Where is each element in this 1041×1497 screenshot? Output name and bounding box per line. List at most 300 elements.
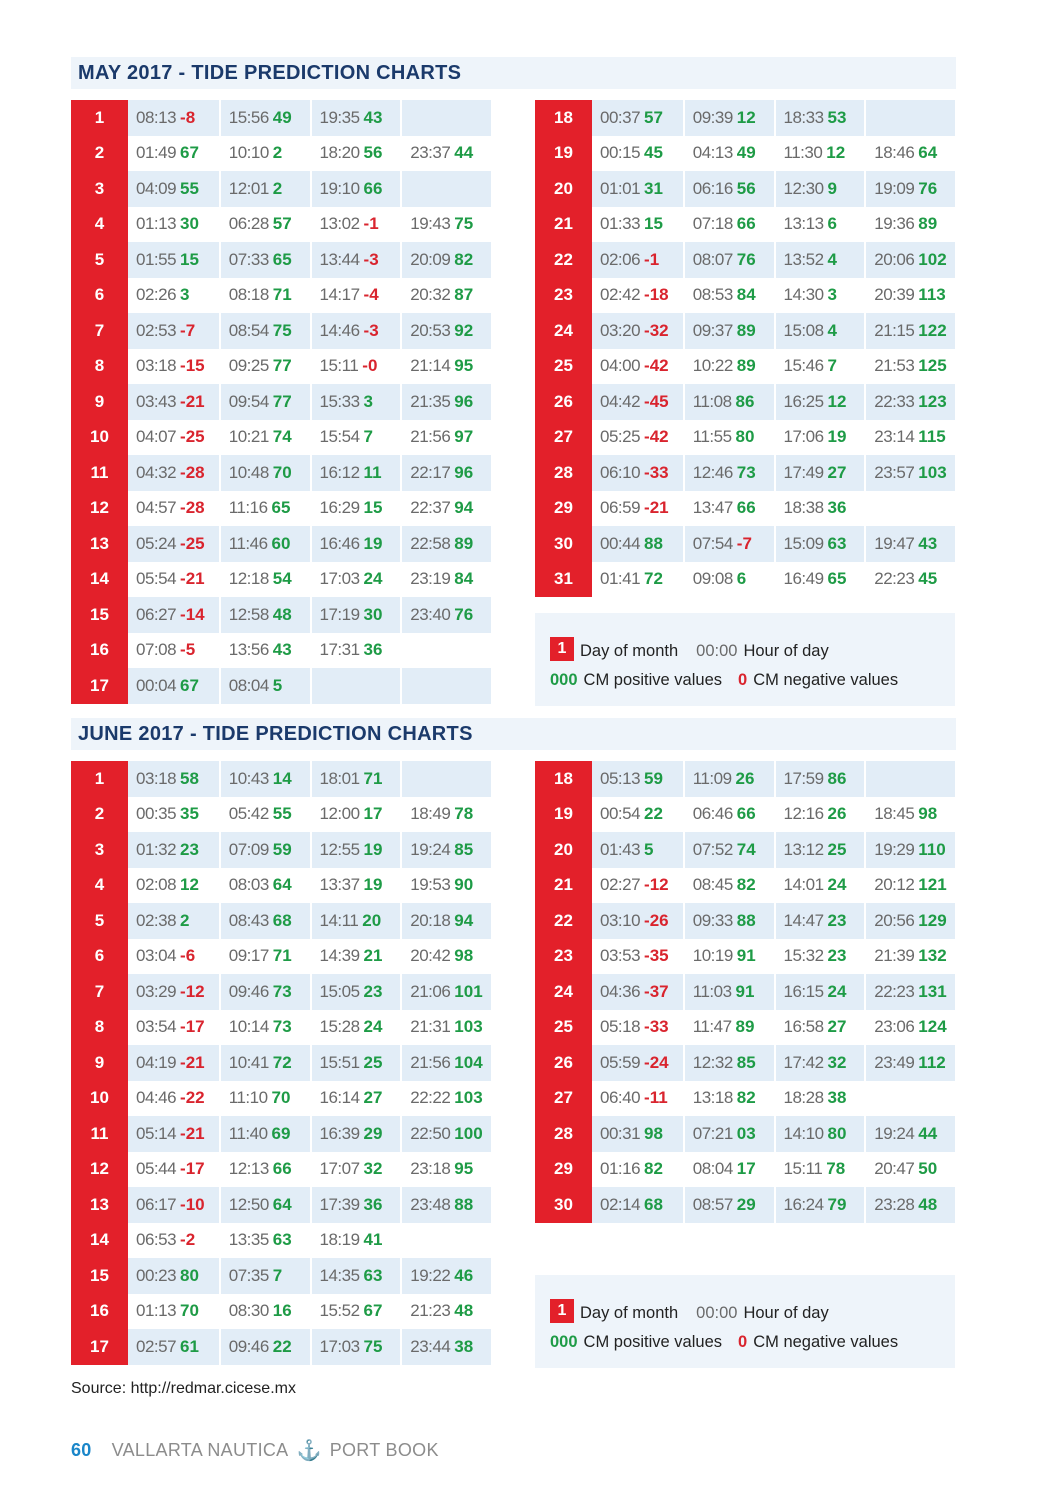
tide-cell bbox=[774, 136, 865, 172]
tide-time: 21:14 bbox=[410, 356, 451, 376]
day-number: 17 bbox=[71, 668, 128, 704]
tide-height: 91 bbox=[736, 946, 756, 966]
tide-cell bbox=[128, 1045, 219, 1081]
day-number: 28 bbox=[535, 455, 592, 491]
tide-time: 15:33 bbox=[319, 391, 360, 411]
tide-time: 11:46 bbox=[228, 533, 268, 553]
tide-row bbox=[71, 761, 491, 797]
tide-cell bbox=[864, 136, 955, 172]
day-number: 8 bbox=[71, 1010, 128, 1046]
tide-cell bbox=[310, 349, 401, 385]
tide-height: 17 bbox=[736, 1159, 756, 1179]
tide-height: 73 bbox=[736, 462, 756, 482]
tide-cell bbox=[864, 1010, 955, 1046]
tide-cell bbox=[400, 242, 491, 278]
tide-time: 04:57 bbox=[136, 498, 177, 518]
tide-cell bbox=[219, 384, 310, 420]
tide-cell bbox=[400, 171, 491, 207]
tide-height: 132 bbox=[918, 946, 947, 966]
tide-height: 75 bbox=[363, 1336, 383, 1356]
tide-row bbox=[535, 1152, 955, 1188]
tide-height: 65 bbox=[827, 569, 847, 589]
tide-cell bbox=[683, 939, 774, 975]
tide-cell bbox=[864, 1081, 955, 1117]
tide-cell bbox=[128, 349, 219, 385]
tide-row bbox=[71, 797, 491, 833]
tide-cell bbox=[400, 868, 491, 904]
tide-cell bbox=[128, 420, 219, 456]
tide-row bbox=[535, 1045, 955, 1081]
tide-height: 97 bbox=[454, 427, 474, 447]
tide-time: 07:35 bbox=[228, 1265, 269, 1285]
tide-time: 13:52 bbox=[783, 249, 824, 269]
tide-time: 03:53 bbox=[600, 946, 641, 966]
tide-height: 19 bbox=[827, 427, 847, 447]
legend-positive-sample: 000 bbox=[550, 1333, 578, 1351]
tide-time: 12:01 bbox=[228, 178, 269, 198]
tide-cell bbox=[864, 455, 955, 491]
tide-height: 30 bbox=[363, 604, 383, 624]
day-number: 20 bbox=[535, 171, 592, 207]
tide-height: 131 bbox=[918, 981, 947, 1001]
day-number: 16 bbox=[71, 1294, 128, 1330]
tide-cell bbox=[128, 384, 219, 420]
tide-time: 16:49 bbox=[783, 569, 824, 589]
tide-height: 104 bbox=[454, 1052, 483, 1072]
tide-height: 60 bbox=[271, 533, 291, 553]
tide-time: 18:45 bbox=[874, 804, 915, 824]
tide-row bbox=[535, 313, 955, 349]
tide-time: 03:10 bbox=[600, 910, 641, 930]
day-number: 10 bbox=[71, 1081, 128, 1117]
may-table-right bbox=[535, 100, 955, 597]
tide-height: 61 bbox=[180, 1336, 199, 1356]
tide-row bbox=[71, 832, 491, 868]
tide-cell bbox=[400, 1294, 491, 1330]
tide-cell bbox=[400, 1223, 491, 1259]
tide-height: -3 bbox=[363, 320, 379, 340]
tide-height: 6 bbox=[827, 214, 838, 234]
tide-time: 19:29 bbox=[874, 839, 915, 859]
tide-cell bbox=[310, 100, 401, 136]
tide-height: 85 bbox=[454, 839, 474, 859]
tide-row bbox=[71, 1010, 491, 1046]
tide-cell bbox=[774, 974, 865, 1010]
tide-row bbox=[535, 491, 955, 527]
tide-time: 13:18 bbox=[692, 1088, 733, 1108]
tide-time: 20:12 bbox=[874, 875, 915, 895]
may-table-left bbox=[71, 100, 491, 704]
legend-negative-sample: 0 bbox=[738, 671, 748, 689]
tide-cell bbox=[774, 1152, 865, 1188]
tide-height: 69 bbox=[271, 1123, 291, 1143]
tide-time: 03:43 bbox=[136, 391, 177, 411]
tide-time: 08:54 bbox=[228, 320, 269, 340]
day-number: 14 bbox=[71, 1223, 128, 1259]
tide-cell bbox=[774, 1010, 865, 1046]
tide-height: 3 bbox=[827, 285, 838, 305]
tide-time: 12:00 bbox=[319, 804, 360, 824]
tide-cell bbox=[219, 1294, 310, 1330]
tide-height: 115 bbox=[918, 427, 946, 447]
tide-cell bbox=[128, 668, 219, 704]
day-number: 31 bbox=[535, 562, 592, 598]
tide-time: 19:53 bbox=[410, 875, 451, 895]
tide-height: 14 bbox=[272, 768, 292, 788]
tide-row bbox=[535, 832, 955, 868]
day-number: 8 bbox=[71, 349, 128, 385]
tide-cell bbox=[683, 526, 774, 562]
tide-height: 59 bbox=[644, 768, 663, 788]
tide-cell bbox=[128, 903, 219, 939]
tide-cell bbox=[219, 974, 310, 1010]
tide-time: 09:17 bbox=[228, 946, 269, 966]
tide-cell bbox=[592, 974, 683, 1010]
tide-height: -15 bbox=[180, 356, 205, 376]
tide-height: -21 bbox=[180, 1052, 205, 1072]
tide-time: 07:54 bbox=[692, 533, 733, 553]
tide-row bbox=[71, 562, 491, 598]
tide-height: 49 bbox=[272, 107, 292, 127]
anchor-icon: ⚓ bbox=[296, 1440, 322, 1462]
tide-row bbox=[535, 939, 955, 975]
tide-row bbox=[535, 455, 955, 491]
tide-cell bbox=[774, 100, 865, 136]
tide-time: 17:06 bbox=[783, 427, 824, 447]
tide-height: 35 bbox=[180, 804, 199, 824]
tide-height: 89 bbox=[454, 533, 474, 553]
tide-cell bbox=[219, 278, 310, 314]
tide-height: 11 bbox=[363, 462, 382, 482]
tide-height: -17 bbox=[180, 1159, 205, 1179]
tide-time: 14:35 bbox=[319, 1265, 360, 1285]
tide-height: 95 bbox=[454, 356, 474, 376]
tide-time: 02:42 bbox=[600, 285, 641, 305]
tide-time: 07:09 bbox=[228, 839, 269, 859]
tide-time: 06:17 bbox=[136, 1194, 177, 1214]
day-number: 9 bbox=[71, 384, 128, 420]
tide-time: 05:14 bbox=[136, 1123, 177, 1143]
tide-time: 06:27 bbox=[136, 604, 177, 624]
tide-height: 79 bbox=[827, 1194, 847, 1214]
tide-time: 23:19 bbox=[410, 569, 451, 589]
tide-time: 21:31 bbox=[410, 1017, 451, 1037]
tide-cell bbox=[128, 868, 219, 904]
tide-row bbox=[71, 491, 491, 527]
tide-height: -42 bbox=[644, 427, 669, 447]
tide-height: 65 bbox=[271, 498, 291, 518]
tide-height: 71 bbox=[272, 285, 292, 305]
tide-height: -1 bbox=[644, 249, 660, 269]
tide-cell bbox=[219, 171, 310, 207]
tide-time: 12:18 bbox=[228, 569, 269, 589]
tide-height: 57 bbox=[272, 214, 292, 234]
tide-cell bbox=[310, 1223, 401, 1259]
tide-time: 16:29 bbox=[319, 498, 360, 518]
tide-time: 01:01 bbox=[600, 178, 641, 198]
tide-height: 38 bbox=[827, 1088, 847, 1108]
tide-time: 02:08 bbox=[136, 875, 177, 895]
tide-time: 15:46 bbox=[783, 356, 824, 376]
page-footer bbox=[71, 1438, 439, 1463]
tide-height: 64 bbox=[918, 143, 938, 163]
tide-time: 14:46 bbox=[319, 320, 360, 340]
tide-height: 21 bbox=[363, 946, 383, 966]
tide-cell bbox=[400, 278, 491, 314]
tide-height: 7 bbox=[363, 427, 374, 447]
tide-height: 67 bbox=[180, 143, 199, 163]
tide-height: 5 bbox=[272, 675, 283, 695]
tide-cell bbox=[400, 903, 491, 939]
tide-time: 20:53 bbox=[410, 320, 451, 340]
tide-height: 24 bbox=[363, 1017, 383, 1037]
legend-negative-sample: 0 bbox=[738, 1333, 748, 1351]
tide-cell bbox=[592, 1187, 683, 1223]
tide-cell bbox=[219, 1223, 310, 1259]
tide-height: 74 bbox=[272, 427, 292, 447]
tide-height: 29 bbox=[363, 1123, 383, 1143]
tide-cell bbox=[774, 526, 865, 562]
tide-row bbox=[71, 633, 491, 669]
tide-time: 14:17 bbox=[319, 285, 360, 305]
tide-time: 18:19 bbox=[319, 1230, 360, 1250]
tide-time: 09:46 bbox=[228, 981, 269, 1001]
tide-cell bbox=[310, 1294, 401, 1330]
day-number: 2 bbox=[71, 797, 128, 833]
tide-row bbox=[71, 1187, 491, 1223]
tide-height: 4 bbox=[827, 320, 838, 340]
tide-cell bbox=[310, 597, 401, 633]
tide-height: -7 bbox=[180, 320, 196, 340]
tide-cell bbox=[219, 1116, 310, 1152]
tide-time: 05:24 bbox=[136, 533, 177, 553]
tide-cell bbox=[128, 562, 219, 598]
tide-height: -14 bbox=[180, 604, 205, 624]
tide-cell bbox=[683, 455, 774, 491]
tide-cell bbox=[128, 633, 219, 669]
day-number: 22 bbox=[535, 903, 592, 939]
tide-time: 21:15 bbox=[874, 320, 915, 340]
tide-time: 12:30 bbox=[783, 178, 824, 198]
tide-cell bbox=[400, 207, 491, 243]
tide-height: 36 bbox=[363, 1194, 383, 1214]
tide-height: -26 bbox=[644, 910, 669, 930]
day-number: 30 bbox=[535, 526, 592, 562]
tide-height: 19 bbox=[363, 839, 383, 859]
tide-time: 14:01 bbox=[783, 875, 824, 895]
tide-time: 14:47 bbox=[783, 910, 824, 930]
tide-height: 80 bbox=[180, 1265, 199, 1285]
tide-cell bbox=[128, 761, 219, 797]
tide-height: 70 bbox=[271, 1088, 291, 1108]
tide-cell bbox=[864, 171, 955, 207]
tide-cell bbox=[592, 1152, 683, 1188]
tide-cell bbox=[400, 1010, 491, 1046]
tide-time: 12:58 bbox=[228, 604, 269, 624]
tide-height: 66 bbox=[736, 498, 756, 518]
tide-time: 22:37 bbox=[410, 498, 451, 518]
day-number: 28 bbox=[535, 1116, 592, 1152]
tide-cell bbox=[864, 562, 955, 598]
tide-time: 21:39 bbox=[874, 946, 915, 966]
tide-time: 02:27 bbox=[600, 875, 641, 895]
tide-time: 10:10 bbox=[228, 143, 269, 163]
tide-height: 7 bbox=[827, 356, 838, 376]
tide-cell bbox=[219, 1081, 310, 1117]
tide-cell bbox=[864, 349, 955, 385]
tide-height: -28 bbox=[180, 498, 205, 518]
tide-height: 12 bbox=[736, 107, 756, 127]
day-number: 4 bbox=[71, 207, 128, 243]
tide-height: 59 bbox=[272, 839, 292, 859]
tide-cell bbox=[310, 1329, 401, 1365]
tide-height: -6 bbox=[180, 946, 196, 966]
tide-height: 63 bbox=[272, 1230, 292, 1250]
tide-height: 66 bbox=[272, 1159, 292, 1179]
tide-cell bbox=[310, 1152, 401, 1188]
tide-height: 121 bbox=[918, 875, 947, 895]
tide-row bbox=[535, 868, 955, 904]
tide-cell bbox=[592, 562, 683, 598]
tide-time: 15:28 bbox=[319, 1017, 360, 1037]
tide-height: -35 bbox=[644, 946, 669, 966]
tide-row bbox=[71, 974, 491, 1010]
tide-time: 17:39 bbox=[319, 1194, 360, 1214]
day-number: 11 bbox=[71, 1116, 128, 1152]
tide-cell bbox=[683, 1045, 774, 1081]
tide-cell bbox=[400, 1045, 491, 1081]
tide-height: 82 bbox=[644, 1159, 663, 1179]
tide-height: 76 bbox=[454, 604, 474, 624]
tide-cell bbox=[128, 313, 219, 349]
tide-height: 24 bbox=[363, 569, 383, 589]
tide-height: 67 bbox=[180, 675, 199, 695]
legend-negative-text: CM negative values bbox=[753, 671, 899, 689]
tide-time: 02:38 bbox=[136, 910, 177, 930]
tide-height: 66 bbox=[736, 804, 756, 824]
tide-height: 65 bbox=[272, 249, 292, 269]
legend-day-text: Day of month bbox=[580, 642, 679, 660]
day-number: 12 bbox=[71, 1152, 128, 1188]
tide-cell bbox=[219, 455, 310, 491]
tide-cell bbox=[592, 797, 683, 833]
tide-height: 2 bbox=[272, 178, 283, 198]
tide-height: 9 bbox=[827, 178, 838, 198]
tide-time: 17:49 bbox=[783, 462, 824, 482]
day-number: 19 bbox=[535, 797, 592, 833]
tide-time: 08:13 bbox=[136, 107, 177, 127]
tide-height: 56 bbox=[363, 143, 383, 163]
tide-time: 18:49 bbox=[410, 804, 451, 824]
tide-cell bbox=[128, 1294, 219, 1330]
tide-cell bbox=[219, 420, 310, 456]
tide-row bbox=[535, 562, 955, 598]
tide-height: -33 bbox=[644, 1017, 669, 1037]
tide-height: 43 bbox=[272, 640, 292, 660]
tide-cell bbox=[864, 903, 955, 939]
tide-cell bbox=[400, 633, 491, 669]
tide-height: 76 bbox=[736, 249, 756, 269]
tide-time: 06:10 bbox=[600, 462, 641, 482]
tide-time: 01:43 bbox=[600, 839, 641, 859]
tide-height: -2 bbox=[180, 1230, 196, 1250]
tide-time: 13:35 bbox=[228, 1230, 269, 1250]
tide-time: 11:55 bbox=[692, 427, 732, 447]
tide-height: 89 bbox=[735, 1017, 755, 1037]
tide-time: 07:52 bbox=[692, 839, 733, 859]
tide-cell bbox=[683, 313, 774, 349]
tide-time: 09:46 bbox=[228, 1336, 269, 1356]
tide-cell bbox=[128, 1223, 219, 1259]
tide-cell bbox=[683, 349, 774, 385]
tide-height: 43 bbox=[918, 533, 938, 553]
tide-time: 03:20 bbox=[600, 320, 641, 340]
tide-cell bbox=[683, 100, 774, 136]
tide-time: 04:07 bbox=[136, 427, 177, 447]
tide-height: 44 bbox=[454, 143, 474, 163]
tide-height: 96 bbox=[454, 462, 474, 482]
tide-cell bbox=[592, 455, 683, 491]
day-number: 20 bbox=[535, 832, 592, 868]
tide-cell bbox=[128, 491, 219, 527]
tide-row bbox=[535, 903, 955, 939]
tide-height: 129 bbox=[918, 910, 947, 930]
tide-height: 23 bbox=[827, 946, 847, 966]
tide-row bbox=[71, 420, 491, 456]
tide-cell bbox=[864, 832, 955, 868]
tide-cell bbox=[774, 1081, 865, 1117]
tide-height: 46 bbox=[454, 1265, 474, 1285]
tide-time: 22:33 bbox=[874, 391, 915, 411]
legend-hour-text: Hour of day bbox=[743, 642, 829, 660]
tide-cell bbox=[683, 420, 774, 456]
tide-cell bbox=[864, 761, 955, 797]
tide-time: 20:18 bbox=[410, 910, 451, 930]
tide-row bbox=[535, 278, 955, 314]
tide-cell bbox=[683, 136, 774, 172]
tide-height: 23 bbox=[363, 981, 383, 1001]
day-number: 7 bbox=[71, 974, 128, 1010]
tide-time: 22:23 bbox=[874, 569, 915, 589]
tide-time: 05:54 bbox=[136, 569, 177, 589]
tide-height: -42 bbox=[644, 356, 669, 376]
tide-time: 20:06 bbox=[874, 249, 915, 269]
tide-cell bbox=[592, 1045, 683, 1081]
tide-cell bbox=[219, 313, 310, 349]
tide-time: 06:28 bbox=[228, 214, 269, 234]
tide-time: 12:16 bbox=[783, 804, 824, 824]
tide-cell bbox=[128, 207, 219, 243]
tide-time: 09:25 bbox=[228, 356, 269, 376]
tide-height: 32 bbox=[827, 1052, 847, 1072]
tide-time: 13:12 bbox=[783, 839, 824, 859]
tide-time: 15:52 bbox=[319, 1301, 360, 1321]
tide-cell bbox=[310, 1081, 401, 1117]
tide-cell bbox=[310, 1116, 401, 1152]
tide-cell bbox=[219, 136, 310, 172]
tide-time: 00:37 bbox=[600, 107, 641, 127]
tide-time: 20:09 bbox=[410, 249, 451, 269]
tide-row bbox=[535, 974, 955, 1010]
tide-cell bbox=[592, 832, 683, 868]
tide-cell bbox=[400, 1187, 491, 1223]
tide-cell bbox=[310, 526, 401, 562]
tide-cell bbox=[774, 171, 865, 207]
tide-row bbox=[71, 100, 491, 136]
tide-row bbox=[535, 100, 955, 136]
tide-time: 19:35 bbox=[319, 107, 360, 127]
tide-time: 21:23 bbox=[410, 1301, 451, 1321]
